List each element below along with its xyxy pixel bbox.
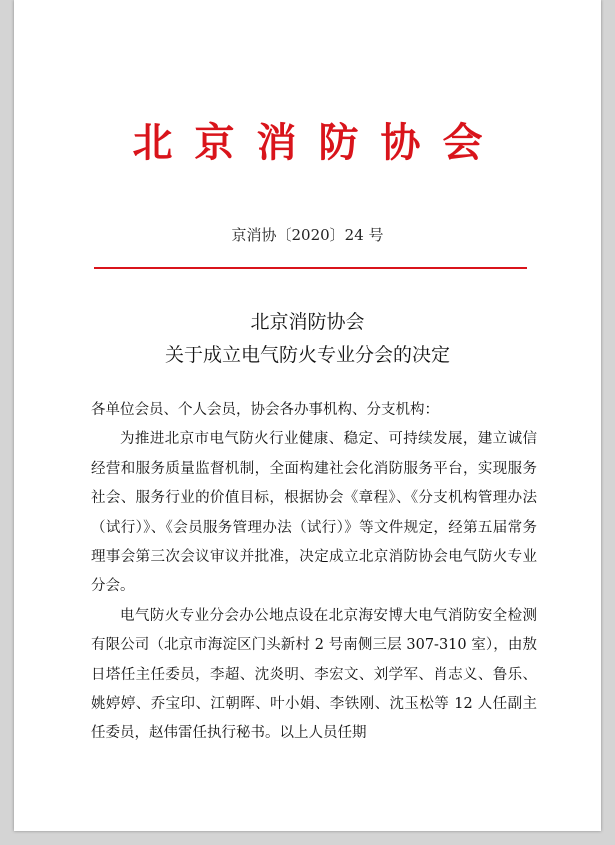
document-number: 京消协〔2020〕24 号	[231, 226, 384, 244]
red-divider-line	[94, 267, 527, 269]
document-page	[14, 0, 601, 831]
document-heading-line2: 关于成立电气防火专业分会的决定	[164, 344, 450, 366]
document-body	[91, 396, 537, 749]
body-paragraph-2: 电气防火专业分会办公地点设在北京海安博大电气消防安全检测有限公司（北京市海淀区门头新村 2 号南侧三层 307-310 室），由敖日塔任主任委员，李超、沈炎明、李宏文、刘学军、肖志义、鲁乐、姚婷婷、乔宝印、江朝晖、叶小娟、李铁刚、沈玉松等 12 人任副主任委员，赵伟雷任执行秘书。以上人员任期	[91, 607, 537, 742]
organization-title: 北京消防协会	[132, 120, 505, 166]
document-heading-line1: 北京消防协会	[250, 311, 365, 333]
body-paragraph-1: 为推进北京市电气防火行业健康、稳定、可持续发展，建立诚信经营和服务质量监督机制，全面构建社会化消防服务平台，实现服务社会、服务行业的价值目标，根据协会《章程》、《分支机构管理办法（试行）》、《会员服务管理办法（试行）》等文件规定，经第五届常务理事会第三次会议审议并批准，决定成立北京消防协会电气防火专业分会。	[91, 431, 537, 595]
salutation: 各单位会员、个人会员，协会各办事机构、分支机构：	[91, 402, 439, 418]
